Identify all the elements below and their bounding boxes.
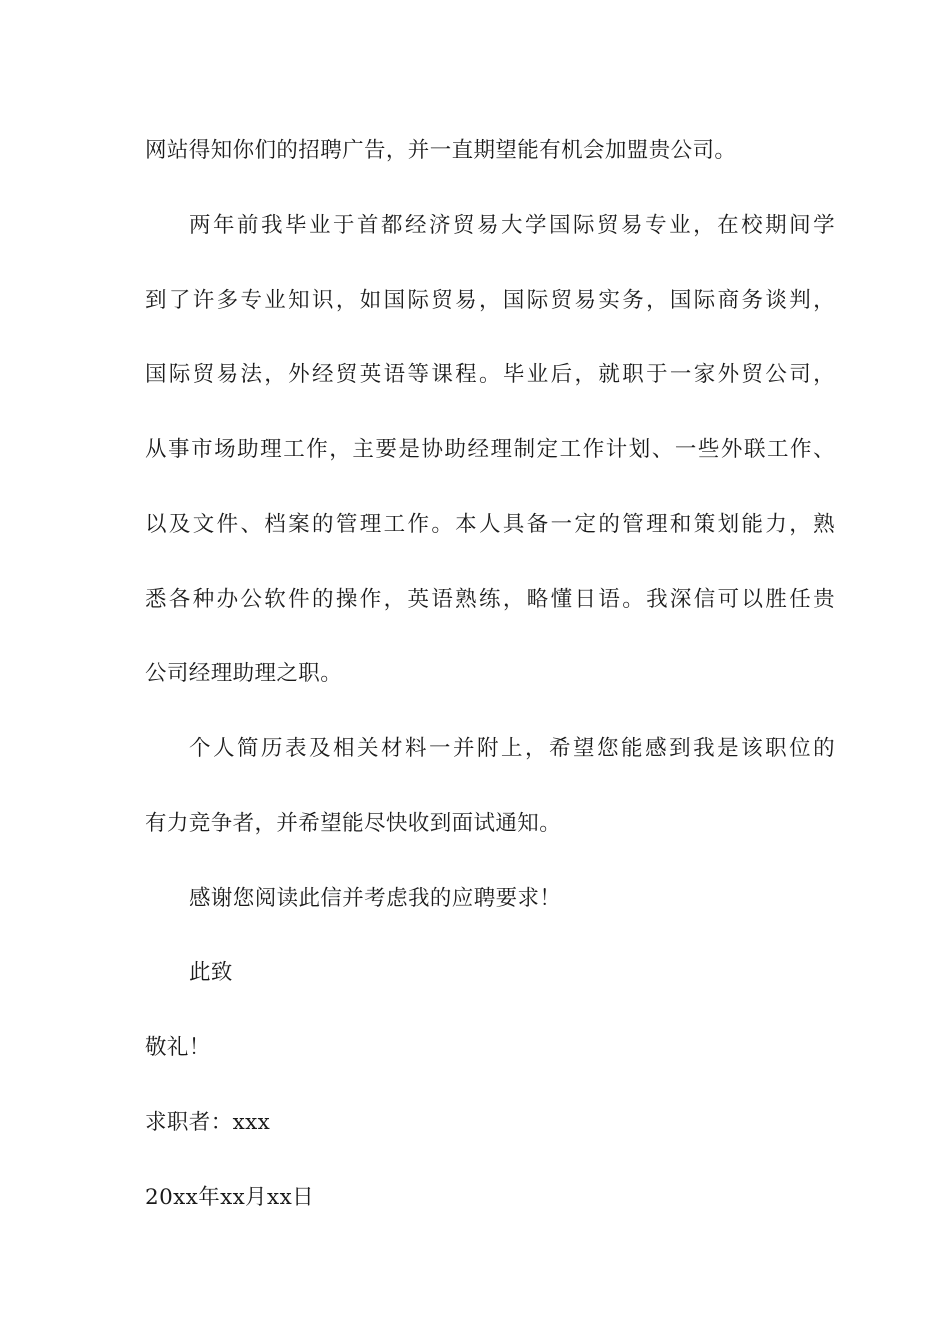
- paragraph-line: 两年前我毕业于首都经济贸易大学国际贸易专业，在校期间学: [189, 213, 835, 238]
- paragraph-line: 国际贸易法，外经贸英语等课程。毕业后，就职于一家外贸公司，: [145, 362, 835, 387]
- paragraph-line: 到了许多专业知识，如国际贸易，国际贸易实务，国际商务谈判，: [145, 288, 835, 313]
- paragraph-line: 以及文件、档案的管理工作。本人具备一定的管理和策划能力，熟: [145, 512, 835, 537]
- paragraph-line: 个人简历表及相关材料一并附上，希望您能感到我是该职位的: [189, 736, 835, 761]
- paragraph-line: 悉各种办公软件的操作，英语熟练，略懂日语。我深信可以胜任贵: [145, 587, 835, 612]
- paragraph-line: 有力竞争者，并希望能尽快收到面试通知。: [145, 811, 562, 836]
- paragraph-line: 网站得知你们的招聘广告，并一直期望能有机会加盟贵公司。: [145, 138, 737, 163]
- signature-date: 20xx年xx月xx日: [145, 1185, 315, 1210]
- closing-thanks: 感谢您阅读此信并考虑我的应聘要求！: [189, 886, 562, 911]
- signature-applicant: 求职者：xxx: [145, 1110, 271, 1135]
- paragraph-line: 从事市场助理工作，主要是协助经理制定工作计划、一些外联工作、: [145, 437, 835, 462]
- closing-salutation: 此致: [189, 960, 233, 985]
- closing-regards: 敬礼！: [145, 1035, 211, 1060]
- paragraph-line: 公司经理助理之职。: [145, 661, 343, 686]
